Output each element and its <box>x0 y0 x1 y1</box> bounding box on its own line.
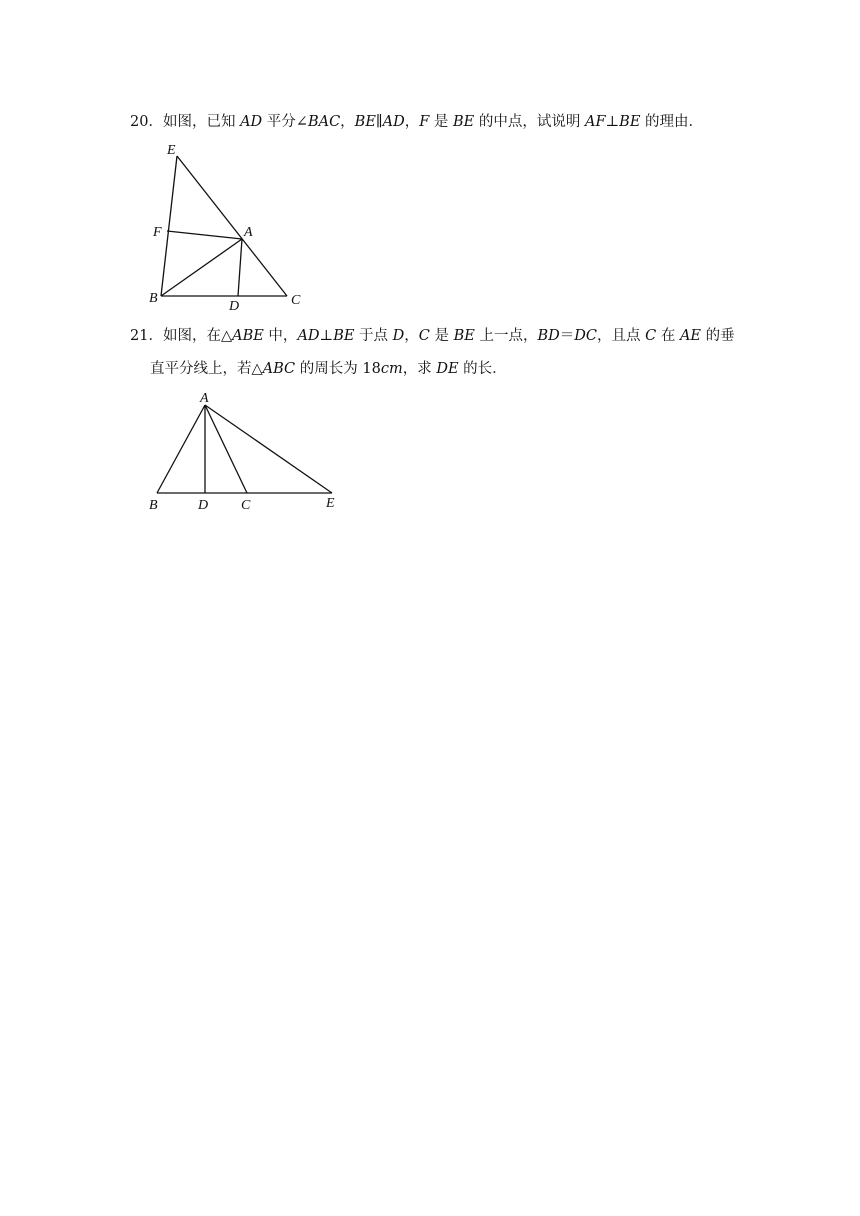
text-run: BE <box>619 114 641 130</box>
text-run: 直平分线上，若△ <box>150 361 263 377</box>
segment-AD <box>238 239 242 296</box>
text-run: BE <box>453 328 475 344</box>
text-run: 的长． <box>458 361 507 377</box>
text-run: 在 <box>656 328 680 344</box>
problem-21-figure <box>140 390 360 515</box>
problem-21-text-line2 <box>150 359 507 379</box>
label-C: C <box>291 293 301 308</box>
text-run: ⊥ <box>319 328 334 344</box>
label-C: C <box>241 498 251 513</box>
problem-20-figure <box>140 142 340 312</box>
label-A: A <box>200 391 209 406</box>
text-run: ，且点 <box>597 328 646 344</box>
text-run: BE <box>453 114 475 130</box>
label-D: D <box>229 299 240 314</box>
text-run: 的垂 <box>701 328 735 344</box>
text-run: AE <box>679 328 701 344</box>
text-run: AD <box>382 114 405 130</box>
label-E: E <box>167 143 176 158</box>
text-run: ， <box>340 114 355 130</box>
text-run: C <box>645 328 657 344</box>
text-run: ，求 <box>402 361 437 377</box>
label-F: F <box>153 225 162 240</box>
text-run: 20．如图，已知 <box>130 114 241 130</box>
text-run: ABE <box>232 328 264 344</box>
text-run: ⊥ <box>605 114 620 130</box>
text-run: BE <box>333 328 355 344</box>
text-run: cm <box>380 361 403 377</box>
text-run: ∥ <box>375 114 383 130</box>
text-run: D <box>392 328 405 344</box>
segment-AB <box>157 405 205 493</box>
text-run: ， <box>404 328 419 344</box>
segment-EB <box>161 156 177 296</box>
text-run: BE <box>354 114 376 130</box>
text-run: ＝ <box>559 328 575 344</box>
text-run: AF <box>584 114 606 130</box>
segment-AE <box>205 405 332 493</box>
label-D: D <box>198 498 209 513</box>
text-run: ， <box>404 114 420 130</box>
text-run: 上一点， <box>474 328 538 344</box>
text-run: BD <box>537 328 560 344</box>
segment-AC <box>205 405 247 493</box>
label-E: E <box>326 496 335 511</box>
label-A: A <box>244 225 253 240</box>
text-run: ABC <box>262 361 296 377</box>
text-run: 21．如图，在△ <box>130 328 233 344</box>
text-run: 是 <box>429 328 454 344</box>
text-run: AD <box>240 114 263 130</box>
text-run: DE <box>436 361 459 377</box>
text-run: 于点 <box>354 328 393 344</box>
text-run: 中， <box>263 328 298 344</box>
problem-20-text <box>130 112 703 132</box>
label-B: B <box>149 498 158 513</box>
problem-21-text-line1 <box>130 326 735 346</box>
text-run: DC <box>574 328 597 344</box>
text-run: 的理由． <box>640 114 704 130</box>
text-run: 是 <box>429 114 454 130</box>
label-B: B <box>149 291 158 306</box>
segment-BA <box>161 239 242 296</box>
segment-FA <box>167 231 242 239</box>
text-run: 的中点，试说明 <box>474 114 585 130</box>
text-run: AD <box>297 328 320 344</box>
text-run: F <box>419 114 430 130</box>
text-run: 的周长为 18 <box>295 361 381 377</box>
segment-EC <box>177 156 287 296</box>
text-run: C <box>418 328 430 344</box>
text-run: BAC <box>307 114 341 130</box>
text-run: 平分∠ <box>262 114 308 130</box>
